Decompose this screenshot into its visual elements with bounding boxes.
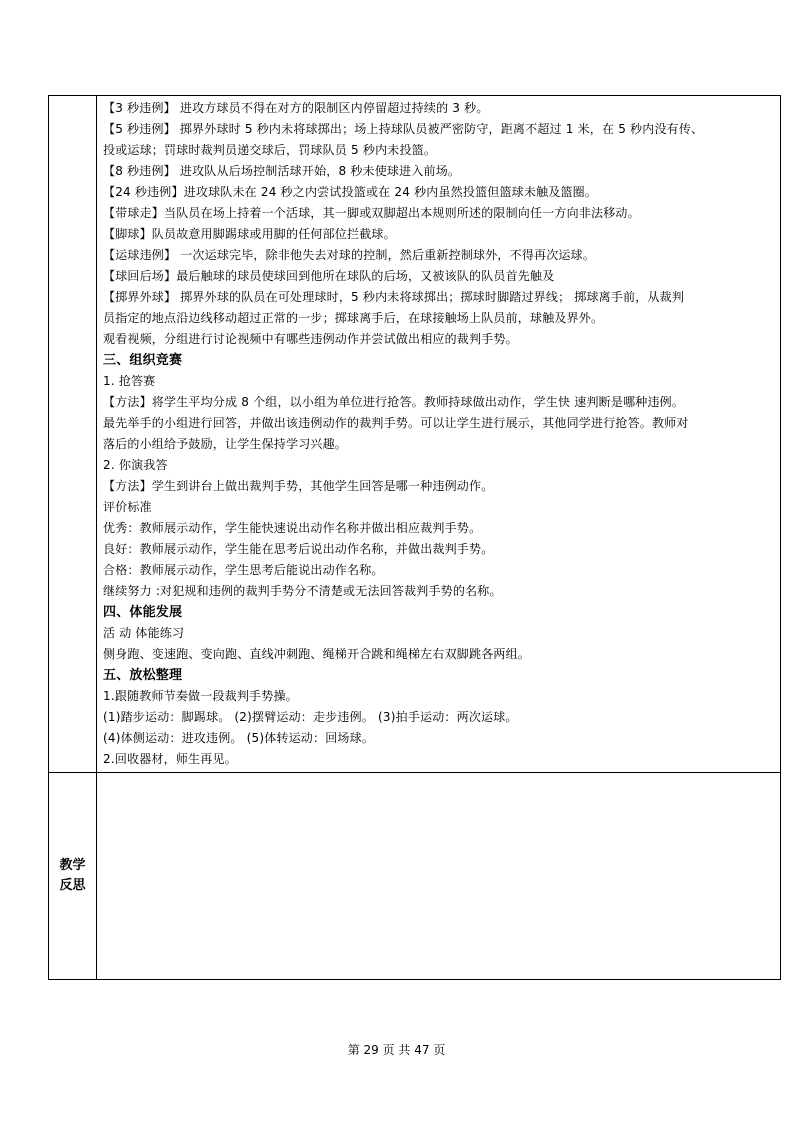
text-line: 【球回后场】最后触球的球员使球回到他所在球队的后场，又被该队的队员首先触及 (103, 269, 555, 283)
text-line: 【脚球】队员故意用脚踢球或用脚的任何部位拦截球。 (103, 227, 396, 241)
text-line: 【掷界外球】 掷界外球的队员在可处理球时，5 秒内未将球掷出；掷球时脚踏过界线； 掷球离手前，从裁判 (103, 290, 685, 304)
text-line: (4)体侧运动：进攻违例。 (5)体转运动：回场球。 (103, 731, 375, 745)
page-number-footer: 第 29 页 共 47 页 (347, 1043, 446, 1057)
content-lines (103, 98, 776, 770)
text-line: 【8 秒违例】 进攻队从后场控制活球开始，8 秒未使球进入前场。 (103, 164, 461, 178)
content-cell (97, 96, 781, 773)
text-line: 观看视频，分组进行讨论视频中有哪些违例动作并尝试做出相应的裁判手势。 (103, 332, 518, 346)
section-heading: 四、体能发展 (103, 605, 183, 620)
lesson-plan-table (48, 95, 781, 980)
text-line: 良好：教师展示动作，学生能在思考后说出动作名称，并做出裁判手势。 (103, 542, 494, 556)
reflection-label-line1: 教学 (59, 858, 86, 873)
content-label-cell (49, 96, 97, 773)
text-line: 活 动 体能练习 (103, 626, 185, 640)
section-heading: 五、放松整理 (103, 668, 183, 683)
text-line: 【方法】将学生平均分成 8 个组，以小组为单位进行抢答。教师持球做出动作，学生快 速判断是哪种违例。 (103, 395, 685, 409)
reflection-body-cell (97, 773, 781, 980)
text-line: 评价标准 (103, 500, 152, 514)
text-line: 【5 秒违例】 掷界外球时 5 秒内未将球掷出；场上持球队员被严密防守，距离不超过 1 米，在 5 秒内没有传、 (103, 122, 704, 136)
text-line: 【24 秒违例】进攻球队未在 24 秒之内尝试投篮或在 24 秒内虽然投篮但篮球未触及篮圈。 (103, 185, 598, 199)
text-line: 1. 抢答赛 (103, 374, 156, 388)
text-line: 继续努力 :对犯规和违例的裁判手势分不清楚或无法回答裁判手势的名称。 (103, 584, 502, 598)
text-line: 【运球违例】 一次运球完毕，除非他失去对球的控制，然后重新控制球外，不得再次运球。 (103, 248, 596, 262)
reflection-label-line2: 反思 (59, 878, 86, 893)
text-line: 合格：教师展示动作，学生思考后能说出动作名称。 (103, 563, 384, 577)
text-line: 2. 你演我答 (103, 458, 168, 472)
text-line: 优秀：教师展示动作，学生能快速说出动作名称并做出相应裁判手势。 (103, 521, 482, 535)
text-line: 2.回收器材，师生再见。 (103, 752, 237, 766)
text-line: 【方法】学生到讲台上做出裁判手势，其他学生回答是哪一种违例动作。 (103, 479, 494, 493)
content-row (49, 96, 781, 773)
section-heading: 三、组织竞赛 (103, 353, 183, 368)
text-line: (1)踏步运动：脚踢球。 (2)摆臂运动：走步违例。 (3)拍手运动：两次运球。 (103, 710, 518, 724)
text-line: 最先举手的小组进行回答，并做出该违例动作的裁判手势。可以让学生进行展示，其他同学进行抢答。教师对 (103, 416, 689, 430)
text-line: 1.跟随教师节奏做一段裁判手势操。 (103, 689, 298, 703)
text-line: 【带球走】当队员在场上持着一个活球，其一脚或双脚超出本规则所述的限制向任一方向非法移动。 (103, 206, 640, 220)
text-line: 【3 秒违例】 进攻方球员不得在对方的限制区内停留超过持续的 3 秒。 (103, 101, 489, 115)
text-line: 侧身跑、变速跑、变向跑、直线冲刺跑、绳梯开合跳和绳梯左右双脚跳各两组。 (103, 647, 531, 661)
text-line: 落后的小组给予鼓励，让学生保持学习兴趣。 (103, 437, 348, 451)
text-line: 员指定的地点沿边线移动超过正常的一步；掷球离手后，在球接触场上队员前，球触及界外。 (103, 311, 604, 325)
reflection-row (49, 773, 781, 980)
reflection-label-cell (49, 773, 97, 980)
text-line: 投或运球；罚球时裁判员递交球后，罚球队员 5 秒内未投篮。 (103, 143, 437, 157)
